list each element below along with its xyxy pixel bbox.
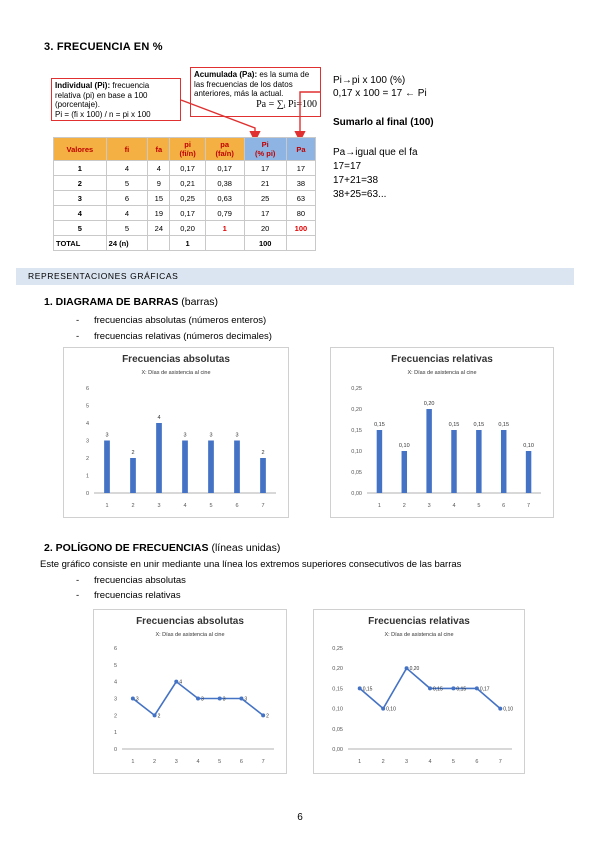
data-label: 0,15 xyxy=(473,422,485,428)
note-acumulada-formula: Pa = ∑ᵢ Pi=100 xyxy=(256,98,317,110)
x-tick-label: 3 xyxy=(157,503,161,509)
x-tick-label: 1 xyxy=(105,503,109,509)
right-note-2: 0,17 x 100 = 17 ← Pi xyxy=(333,88,427,99)
y-tick-label: 2 xyxy=(85,456,89,462)
chart-subtitle: X: Días de asistencia al cine xyxy=(384,632,454,638)
data-label: 2 xyxy=(157,713,161,720)
table-cell: 25 xyxy=(244,191,286,206)
data-label: 3 xyxy=(209,432,213,439)
table-cell: 38 xyxy=(286,176,315,191)
x-tick-label: 7 xyxy=(261,503,265,509)
section-2-bullet-2: frecuencias relativas xyxy=(94,590,181,601)
line-point xyxy=(428,686,432,690)
note-individual-label: Individual (Pi): xyxy=(55,81,111,90)
page-number: 6 xyxy=(297,812,303,823)
table-cell: 100 xyxy=(244,236,286,251)
x-tick-label: 1 xyxy=(377,503,381,509)
x-tick-label: 4 xyxy=(452,503,456,509)
table-cell: 24 xyxy=(148,221,170,236)
note-individual-formula: Pi = (fi x 100) / n = pi x 100 xyxy=(55,109,151,119)
y-tick-label: 0,10 xyxy=(332,706,343,713)
table-cell: 80 xyxy=(286,206,315,221)
data-label: 2 xyxy=(266,713,269,720)
bar xyxy=(476,430,481,493)
table-cell: 24 (n) xyxy=(106,236,148,251)
table-cell: 0,79 xyxy=(205,206,244,221)
x-tick-label: 2 xyxy=(153,759,157,765)
bar xyxy=(402,451,407,493)
line-point xyxy=(405,666,409,670)
data-label: 0,20 xyxy=(409,666,420,673)
bullet-dash: - xyxy=(76,590,80,601)
table-cell: 1 xyxy=(170,236,205,251)
line-point xyxy=(196,697,200,701)
table-row xyxy=(54,176,316,191)
table-cell: 4 xyxy=(106,161,148,176)
y-tick-label: 0,00 xyxy=(351,491,362,497)
line-point xyxy=(239,697,243,701)
data-label: 0,20 xyxy=(423,401,435,407)
x-tick-label: 5 xyxy=(209,503,213,509)
data-label: 3 xyxy=(201,696,204,703)
data-label: 2 xyxy=(131,450,135,456)
data-label: 3 xyxy=(244,696,248,703)
y-tick-label: 6 xyxy=(113,646,117,652)
y-tick-label: 4 xyxy=(113,679,117,686)
y-tick-label: 0,15 xyxy=(332,686,343,693)
data-label: 0,15 xyxy=(498,422,510,428)
right-note-4: Pa→igual que el fa xyxy=(333,147,418,158)
section-2-suffix: (líneas unidas) xyxy=(208,542,281,554)
data-label: 4 xyxy=(179,679,183,686)
table-cell: 0,20 xyxy=(170,221,205,236)
y-tick-label: 0,25 xyxy=(332,646,343,652)
x-tick-label: 4 xyxy=(183,503,187,509)
table-cell: 19 xyxy=(148,206,170,221)
y-tick-label: 0,20 xyxy=(351,407,362,413)
table-cell: 15 xyxy=(148,191,170,206)
table-row xyxy=(54,206,316,221)
annotation-arrows xyxy=(0,0,600,160)
table-cell: 63 xyxy=(286,191,315,206)
bullet-dash: - xyxy=(76,315,80,326)
header-pa-accum: Pa xyxy=(286,138,315,161)
data-label: 0,15 xyxy=(374,422,385,428)
y-tick-label: 0,00 xyxy=(332,747,343,753)
line-point xyxy=(358,686,362,690)
y-tick-label: 0,20 xyxy=(332,666,343,673)
table-cell-highlight: 100 xyxy=(286,221,315,236)
y-tick-label: 6 xyxy=(85,386,89,392)
data-label: 0,10 xyxy=(398,443,410,449)
data-label: 0,10 xyxy=(523,443,534,449)
data-label: 3 xyxy=(135,696,139,703)
table-cell: 0,25 xyxy=(170,191,205,206)
data-label: 0,17 xyxy=(479,686,490,693)
y-tick-label: 3 xyxy=(85,438,89,445)
table-cell: 21 xyxy=(244,176,286,191)
table-cell: 17 xyxy=(244,206,286,221)
table-row xyxy=(54,221,316,236)
right-note-3: Sumarlo al final (100) xyxy=(333,117,434,128)
line-point xyxy=(174,680,178,684)
data-label: 2 xyxy=(261,450,265,456)
table-cell: 4 xyxy=(54,206,107,221)
y-tick-label: 1 xyxy=(85,473,89,480)
line-point xyxy=(131,697,135,701)
x-tick-label: 6 xyxy=(239,759,243,765)
bar xyxy=(130,458,136,493)
note-acumulada-label: Acumulada (Pa): xyxy=(194,70,258,79)
section-1-bullet-1: frecuencias absolutas (números enteros) xyxy=(94,315,267,326)
chart-subtitle: X: Días de asistencia al cine xyxy=(141,370,211,376)
table-cell xyxy=(205,236,244,251)
data-label: 0,15 xyxy=(456,686,467,693)
chart-title: Frecuencias relativas xyxy=(368,616,470,627)
table-cell: 0,63 xyxy=(205,191,244,206)
x-tick-label: 2 xyxy=(402,503,406,509)
line-point xyxy=(381,707,385,711)
chart-title: Frecuencias relativas xyxy=(391,354,493,365)
x-tick-label: 5 xyxy=(477,503,481,509)
section-1-title: 1. DIAGRAMA DE BARRAS xyxy=(44,296,179,308)
chart-subtitle: X: Días de asistencia al cine xyxy=(407,370,477,376)
bar xyxy=(526,451,531,493)
table-cell: 17 xyxy=(244,161,286,176)
chart-title: Frecuencias absolutas xyxy=(136,616,244,627)
chart-title: Frecuencias absolutas xyxy=(122,354,230,365)
bar xyxy=(426,409,431,493)
bar xyxy=(260,458,266,493)
header-pa: pa (fa/n) xyxy=(205,138,244,161)
data-label: 4 xyxy=(157,415,161,421)
x-tick-label: 1 xyxy=(358,759,362,765)
line-point xyxy=(153,713,157,717)
table-cell: 0,38 xyxy=(205,176,244,191)
y-tick-label: 0 xyxy=(85,491,89,497)
table-cell: 9 xyxy=(148,176,170,191)
section-2-heading xyxy=(44,542,280,554)
table-row xyxy=(54,161,316,176)
data-label: 0,15 xyxy=(433,686,443,693)
table-cell: 0,17 xyxy=(205,161,244,176)
x-tick-label: 7 xyxy=(498,759,502,765)
table-cell: 3 xyxy=(54,191,107,206)
arrow-individual xyxy=(181,100,255,138)
table-cell xyxy=(148,236,170,251)
frequency-table xyxy=(53,137,316,251)
header-pi: pi (fi/n) xyxy=(170,138,205,161)
bar-chart-relative xyxy=(330,347,554,518)
section-2-description: Este gráfico consiste en unir mediante una línea los extremos superiores consecutivos de las barras xyxy=(40,559,462,570)
x-tick-label: 7 xyxy=(261,759,265,765)
table-cell: 0,17 xyxy=(170,206,205,221)
y-tick-label: 4 xyxy=(85,421,89,427)
line-point xyxy=(451,686,455,690)
x-tick-label: 3 xyxy=(427,503,431,509)
section-2-title: 2. POLÍGONO DE FRECUENCIAS xyxy=(44,542,209,554)
line-chart-absolute xyxy=(93,609,287,774)
y-tick-label: 5 xyxy=(85,403,89,410)
x-tick-label: 4 xyxy=(428,759,432,765)
header-fi: fi xyxy=(106,138,148,161)
section-band: REPRESENTACIONES GRÁFICAS xyxy=(16,268,574,285)
header-valores: Valores xyxy=(54,138,107,161)
data-label: 0,10 xyxy=(386,706,396,713)
x-tick-label: 5 xyxy=(218,759,222,765)
table-cell: 4 xyxy=(148,161,170,176)
y-tick-label: 0,10 xyxy=(351,449,362,455)
arrow-acumulada xyxy=(300,92,321,138)
x-tick-label: 2 xyxy=(381,759,385,765)
table-cell: 5 xyxy=(106,176,148,191)
table-cell: 1 xyxy=(54,161,107,176)
section-1-bullet-2: frecuencias relativas (números decimales) xyxy=(94,331,272,342)
x-tick-label: 1 xyxy=(131,759,135,765)
bar xyxy=(451,430,456,493)
table-total-row xyxy=(54,236,316,251)
bar xyxy=(104,441,110,494)
y-tick-label: 5 xyxy=(113,662,117,669)
y-tick-label: 2 xyxy=(113,713,117,720)
table-cell: 6 xyxy=(106,191,148,206)
bar xyxy=(234,441,240,494)
bullet-dash: - xyxy=(76,575,80,586)
line-point xyxy=(498,707,502,711)
x-tick-label: 6 xyxy=(475,759,479,765)
y-tick-label: 3 xyxy=(113,696,117,703)
x-tick-label: 3 xyxy=(174,759,178,765)
line-point xyxy=(261,713,265,717)
section-3-title: 3. FRECUENCIA EN % xyxy=(44,41,163,53)
bar-chart-absolute xyxy=(63,347,289,518)
y-tick-label: 1 xyxy=(113,730,117,737)
data-label: 3 xyxy=(183,432,187,439)
table-header-row xyxy=(54,138,316,161)
right-note-7: 38+25=63... xyxy=(333,189,387,200)
x-tick-label: 6 xyxy=(502,503,506,509)
note-acumulada-text: es la suma de las frecuencias de los datos anteriores, más la actual. xyxy=(194,70,310,98)
data-label: 0,15 xyxy=(362,686,373,693)
section-2-bullet-1: frecuencias absolutas xyxy=(94,575,186,586)
table-cell xyxy=(286,236,315,251)
y-tick-label: 0,15 xyxy=(351,428,362,434)
table-cell: 17 xyxy=(286,161,315,176)
section-1-heading xyxy=(44,296,218,308)
line-chart-relative xyxy=(313,609,525,774)
table-cell: 0,17 xyxy=(170,161,205,176)
bar xyxy=(501,430,506,493)
line-point xyxy=(218,697,222,701)
y-tick-label: 0,05 xyxy=(332,726,343,733)
table-cell: 20 xyxy=(244,221,286,236)
table-row xyxy=(54,191,316,206)
chart-subtitle: X: Días de asistencia al cine xyxy=(155,632,225,638)
table-cell-highlight: 1 xyxy=(205,221,244,236)
y-tick-label: 0,05 xyxy=(351,470,362,476)
y-tick-label: 0 xyxy=(113,747,117,753)
x-tick-label: 3 xyxy=(405,759,409,765)
note-individual-text: frecuencia relativa (pi) en base a 100 (porcentaje). xyxy=(55,81,150,109)
table-cell: 2 xyxy=(54,176,107,191)
data-label: 3 xyxy=(235,432,239,439)
line-point xyxy=(475,686,479,690)
data-label: 3 xyxy=(222,696,226,703)
x-tick-label: 2 xyxy=(131,503,135,509)
right-note-6: 17+21=38 xyxy=(333,175,379,186)
header-pi-percent: Pi (% pi) xyxy=(244,138,286,161)
bullet-dash: - xyxy=(76,331,80,342)
section-1-suffix: (barras) xyxy=(178,296,219,308)
right-note-1: Pi→pi x 100 (%) xyxy=(333,75,406,86)
table-cell: 0,21 xyxy=(170,176,205,191)
header-fa: fa xyxy=(148,138,170,161)
x-tick-label: 4 xyxy=(196,759,200,765)
table-cell: 5 xyxy=(54,221,107,236)
bar xyxy=(156,423,162,493)
bar xyxy=(182,441,188,494)
table-cell: TOTAL xyxy=(54,236,107,251)
data-label: 3 xyxy=(105,432,109,439)
data-label: 0,10 xyxy=(503,706,514,713)
data-label: 0,15 xyxy=(448,422,460,428)
bar xyxy=(377,430,382,493)
table-cell: 5 xyxy=(106,221,148,236)
x-tick-label: 6 xyxy=(235,503,239,509)
right-note-5: 17=17 xyxy=(333,161,362,172)
table-cell: 4 xyxy=(106,206,148,221)
bar xyxy=(208,441,214,494)
y-tick-label: 0,25 xyxy=(351,386,362,392)
x-tick-label: 5 xyxy=(451,759,455,765)
x-tick-label: 7 xyxy=(527,503,531,509)
